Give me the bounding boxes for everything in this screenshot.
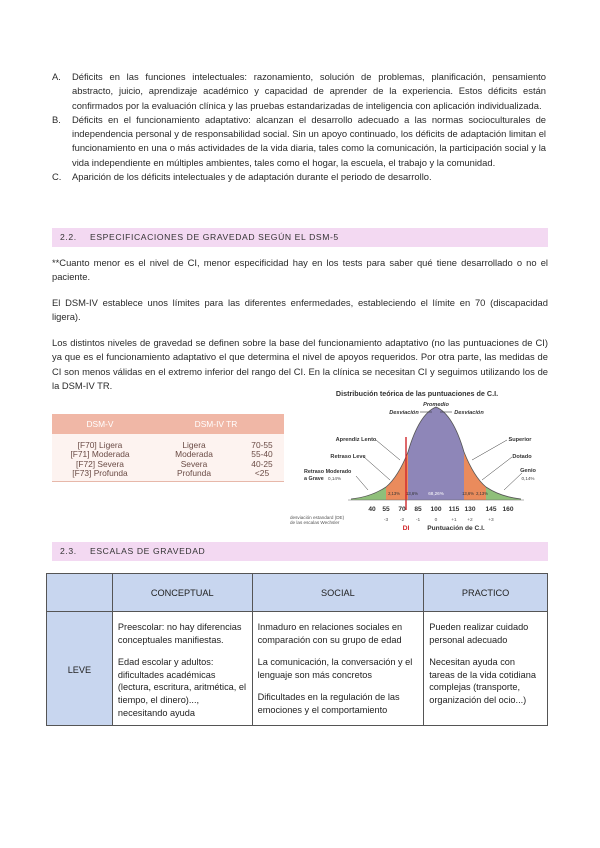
criteria-list [52, 70, 546, 184]
severity-scale-table [46, 573, 548, 726]
paragraph-dsm-iv-limit: El DSM-IV establece unos límites para las diferentes enfermedades, estableciendo el límite en 70 (discapacidad ligera). [52, 297, 548, 323]
criterion-b: B. Déficits en el funcionamiento adaptativo: alcanzan el desarrollo adecuado a las normas socioculturales de independencia personal y de responsabilidad social. Sin un apoyo continuado, los déficits de adaptación limitan el funcionamiento en una o más actividades de la vida diaria, tales como la comunicación, la participación social y la vida independiente en múltiples ambientes, tales como el hogar, la escuela, el trabajo y la comunidad. [52, 113, 546, 168]
cell-conceptual: Preescolar: no hay diferencias conceptuales manifiestas. Edad escolar y adultos: dificultades académicas (lectura, escritura, aritmética, el tiempo, el dinero)..., necesitando ayuda [112, 612, 252, 726]
leader-aprendiz [376, 440, 400, 460]
dsm-row: [F70] Ligera Ligera 70-55 [77, 440, 273, 450]
dsm-row: [F72] Severa Severa 40-25 [76, 458, 273, 469]
dsm4-header: DSM-IV TR [194, 419, 238, 429]
sd-value: 0 [434, 518, 438, 523]
leader-genio [504, 473, 522, 490]
header-social: SOCIAL [252, 574, 424, 612]
label-a-grave: a Grave [304, 476, 324, 482]
sd-value: -3 [383, 518, 389, 523]
label-aprendiz-lento: Aprendiz Lento [335, 437, 377, 443]
tick-label: 40 [368, 506, 376, 513]
criterion-c: C. Aparición de los déficits intelectuales y de adaptación durante el periodo de desarrollo. [52, 171, 432, 183]
paragraph-severity-levels: Los distintos niveles de gravedad se definen sobre la base del funcionamiento adaptativo (no las puntuaciones de CI) ya que es el funcionamiento adaptativo el que determina el nivel de apoyos requeridos. Por otra parte, las medidas de CI son menos válidas en el extremo inferior del rango del CI. En la clínica se necesitan CI y seguimos utilizando los de la DSM-IV TR. [52, 337, 548, 391]
iq-distribution-svg [286, 382, 548, 532]
label-dotado: Dotado [512, 454, 532, 460]
dsm-row: [F73] Profunda Profunda <25 [72, 467, 270, 478]
section-heading-2-2: 2.2. ESPECIFICACIONES DE GRAVEDAD SEGÚN EL DSM-5 [52, 228, 548, 247]
leader-moderado [356, 476, 368, 490]
header-practico: PRACTICO [424, 574, 548, 612]
tick-label: 145 [485, 506, 497, 513]
sd-value: +2 [467, 518, 473, 523]
tick-label: 160 [502, 506, 514, 513]
sd-caption-line2: de las escalas Wechsler [290, 520, 340, 525]
tick-labels [368, 506, 513, 513]
pct-left-tail: 0,14% [328, 476, 342, 481]
label-retraso-moderado: Retraso Moderado [304, 469, 352, 475]
sd-value: -2 [399, 518, 405, 523]
paragraph-specificity: **Cuanto menor es el nivel de CI, menor especificidad hay en los tests para saber qué tiene desarrollado o no el paciente. [52, 257, 548, 283]
tick-label: 115 [448, 506, 460, 513]
label-promedio: Promedio [423, 402, 449, 408]
label-genio: Genio [520, 468, 536, 474]
leader-leve [364, 457, 390, 480]
x-axis-label: Puntuación de C.I. [427, 525, 485, 532]
row-label-leve: LEVE [47, 612, 113, 726]
pct-right-tail: 0,14% [521, 476, 535, 481]
dsm-table-header [52, 414, 284, 434]
sd-value: -1 [415, 518, 421, 523]
tick-label: 70 [398, 506, 406, 513]
pct-label: 2,13% [476, 491, 488, 496]
pct-label: 68,26% [428, 491, 444, 496]
iq-distribution-figure [286, 382, 548, 532]
sd-value: +1 [451, 518, 457, 523]
sd-values [384, 517, 494, 523]
cell-social: Inmaduro en relaciones sociales en comparación con su grupo de edad La comunicación, la conversación y el lenguaje son más concretos Dificultades en la regulación de las emociones y el comportamiento [252, 612, 424, 726]
label-retraso-leve: Retraso Leve [330, 454, 366, 460]
dsm5-header: DSM-V [86, 419, 114, 429]
cell-practico: Pueden realizar cuidado personal adecuado Necesitan ayuda con tareas de la vida cotidiana complejas (transporte, organización del ocio...) [424, 612, 548, 726]
dsm-table-body [52, 434, 284, 482]
di-label: DI [402, 525, 410, 532]
figure-title: Distribución teórica de las puntuaciones de C.I. [335, 389, 499, 398]
label-desviacion-left: Desviación [389, 410, 419, 416]
section-heading-2-3: 2.3. ESCALAS DE GRAVEDAD [52, 542, 548, 561]
pct-label: 2,13% [388, 491, 400, 496]
severity-table-header [47, 574, 548, 612]
label-desviacion-right: Desviación [454, 410, 484, 416]
tick-label: 100 [430, 506, 442, 513]
header-empty [47, 574, 113, 612]
label-superior: Superior [508, 437, 532, 443]
header-conceptual: CONCEPTUAL [112, 574, 252, 612]
tick-label: 130 [464, 506, 476, 513]
region-center [408, 407, 464, 500]
sd-value: +3 [488, 518, 494, 523]
criterion-a: A. Déficits en las funciones intelectuales: razonamiento, solución de problemas, planificación, pensamiento abstracto, juicio, aprendizaje académico y capacidad de aprender de la experiencia. Estos déficits están confirmados por la evaluación clínica y las pruebas estandarizadas de inteligencia con aplicación individualizada. [52, 71, 546, 111]
tick-label: 55 [382, 506, 390, 513]
pct-label: 13,6% [462, 491, 474, 496]
dsm-comparison-table [52, 414, 284, 482]
leader-dotado [482, 457, 512, 480]
sd-caption-line1: desviación estandard (DE) [290, 515, 345, 520]
dsm-row: [F71] Moderada Moderada 55-40 [70, 449, 273, 460]
table-row [47, 612, 548, 726]
leader-superior [472, 440, 507, 460]
pct-label: 13,6% [406, 491, 418, 496]
tick-label: 85 [414, 506, 422, 513]
